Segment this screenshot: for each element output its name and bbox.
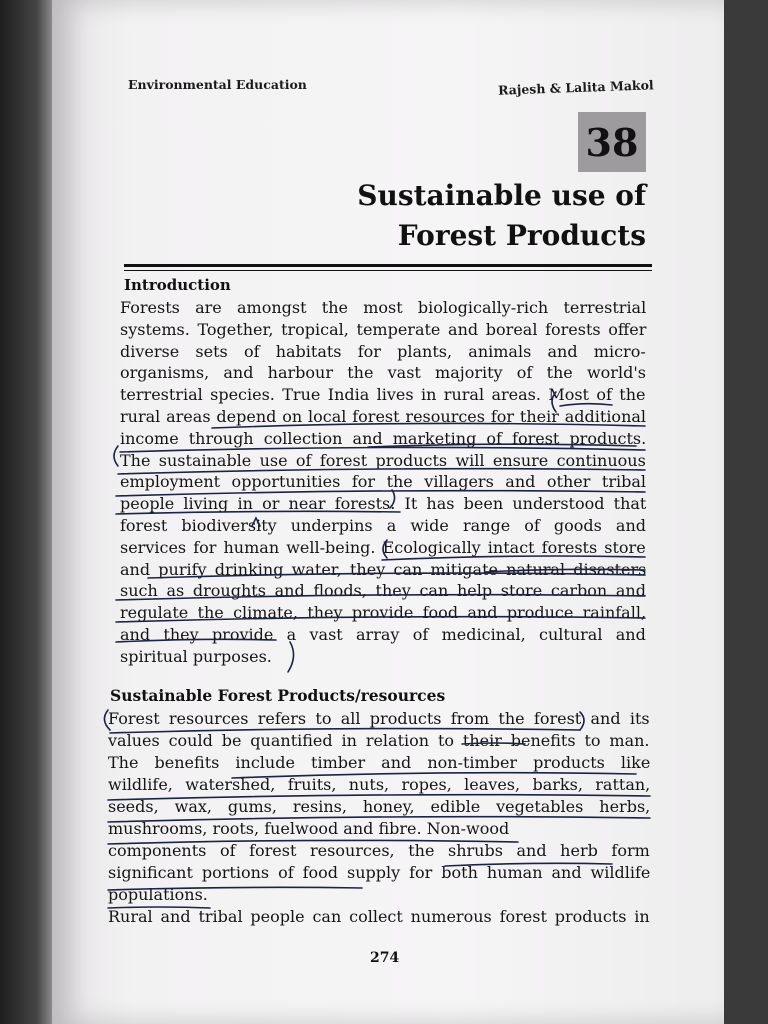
intro-line: such as droughts and floods, they can help store carbon and: [120, 581, 646, 601]
intro-line: and they provide a vast array of medicinal, cultural and: [120, 625, 646, 644]
section2-line: Rural and tribal people can collect numerous forest products in: [108, 907, 650, 926]
intro-line: systems. Together, tropical, temperate and boreal forests offer: [120, 319, 647, 339]
intro-line: employment opportunities for the villagers and other tribal: [120, 472, 646, 492]
running-header-right: Rajesh & Lalita Makol: [497, 77, 654, 98]
chapter-number: 38: [585, 119, 639, 165]
section2-line: components of forest resources, the shrubs and herb form: [108, 841, 650, 860]
chapter-title-line-2: Forest Products: [397, 219, 646, 252]
intro-heading: Introduction: [124, 276, 231, 294]
page-number: 274: [370, 950, 400, 966]
chapter-number-box: [578, 112, 646, 172]
intro-line: income through collection and marketing of forest products.: [120, 428, 647, 448]
intro-line: Forests are amongst the most biologically-rich terrestrial: [120, 298, 647, 317]
intro-line: forest biodiversity underpins a wide range of goods and: [120, 516, 647, 535]
intro-line: spiritual purposes.: [120, 646, 272, 666]
section2-line: values could be quantified in relation to their benefits to man.: [108, 731, 650, 750]
section2-line: populations.: [108, 885, 208, 904]
book-spine-shadow: [0, 0, 52, 1024]
intro-line: diverse sets of habitats for plants, animals and micro-: [120, 341, 646, 361]
intro-line: regulate the climate, they provide food and produce rainfall,: [120, 603, 647, 623]
title-rule-thick: [124, 264, 652, 267]
intro-line: and purify drinking water, they can mitigate natural disasters: [120, 559, 647, 579]
section-heading: Sustainable Forest Products/resources: [110, 686, 446, 705]
section2-line: The benefits include timber and non-timber products like: [108, 753, 651, 772]
chapter-title: [330, 176, 646, 256]
section2-line: seeds, wax, gums, resins, honey, edible vegetables herbs,: [108, 797, 651, 816]
section2-line: Forest resources refers to all products from the forest and its: [108, 709, 650, 728]
section2-line: wildlife, watershed, fruits, nuts, ropes, leaves, barks, rattan,: [108, 775, 651, 794]
intro-line: organisms, and harbour the vast majority of the world's: [120, 363, 646, 383]
chapter-title-line-1: Sustainable use of: [357, 179, 646, 212]
title-rule-thin: [124, 270, 652, 271]
section2-line: mushrooms, roots, fuelwood and fibre. Non-wood: [108, 819, 510, 838]
running-header-left: Environmental Education: [128, 77, 307, 92]
intro-line: The sustainable use of forest products will ensure continuous: [120, 450, 646, 470]
intro-line: services for human well-being. Ecologically intact forests store: [120, 537, 646, 557]
section2-line: significant portions of food supply for both human and wildlife: [108, 863, 651, 882]
intro-line: terrestrial species. True India lives in rural areas. Most of the: [120, 385, 646, 405]
intro-line: rural areas depend on local forest resources for their additional: [120, 407, 647, 426]
intro-line: people living in or near forests. It has been understood that: [120, 494, 647, 514]
